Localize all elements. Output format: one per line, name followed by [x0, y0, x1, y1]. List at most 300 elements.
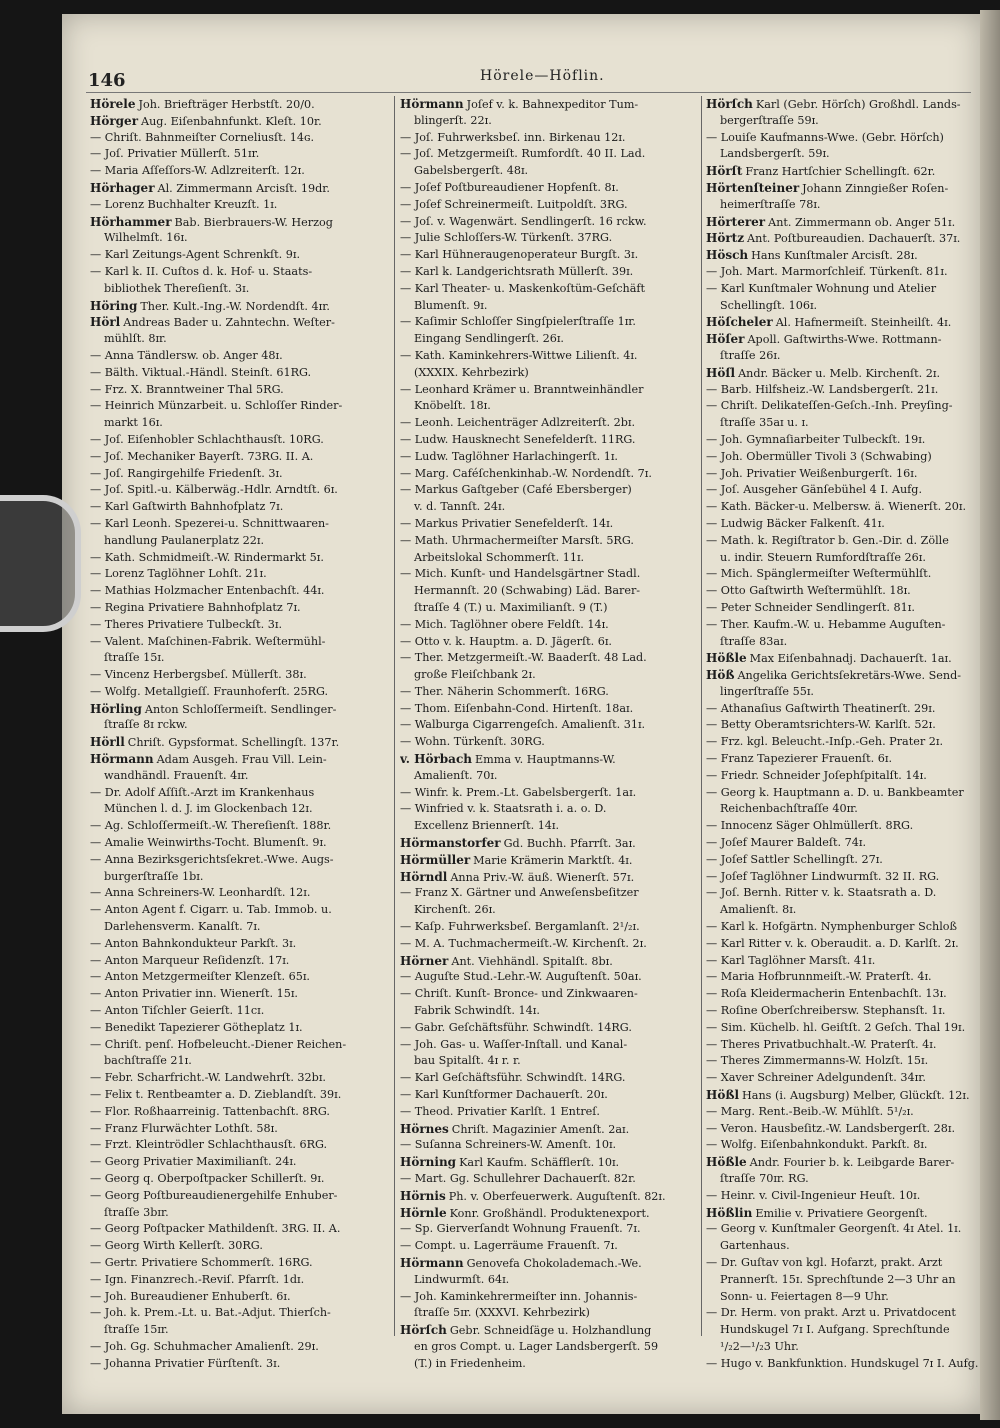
directory-entry-line — [90, 1053, 388, 1070]
directory-entry-line — [706, 197, 980, 214]
directory-entry-line — [90, 1255, 388, 1272]
directory-entry-line — [706, 953, 980, 970]
entry-text: — Anna Schreiners-W. Leonhardſt. 12ɪ. — [90, 886, 311, 900]
entry-text: — Joſ. Privatier Müllerſt. 51ɪr. — [90, 147, 260, 161]
entry-continuation: blingerſt. 22ɪ. — [414, 113, 492, 127]
directory-entry-line — [90, 365, 388, 382]
surname: Höring — [90, 298, 138, 313]
directory-entry-line — [400, 717, 698, 734]
entry-text: Chriſt. Magazinier Amenſt. 2aɪ. — [451, 1122, 630, 1136]
directory-entry-line — [90, 1104, 388, 1121]
entry-text: — Karl Taglöhner Marsſt. 41ɪ. — [706, 953, 876, 967]
entry-text: — Theres Privatbuchhalt.-W. Praterſt. 4ɪ. — [706, 1037, 937, 1051]
surname: Hörhager — [90, 180, 155, 195]
directory-entry-line — [400, 482, 698, 499]
directory-entry-line — [90, 1188, 388, 1205]
column-divider — [394, 96, 395, 1336]
directory-entry-line — [706, 751, 980, 768]
directory-entry-line — [706, 1289, 980, 1306]
directory-entry-line — [90, 432, 388, 449]
directory-entry-line — [400, 1087, 698, 1104]
directory-entry-line — [90, 818, 388, 835]
directory-entry-line — [400, 818, 698, 835]
directory-entry-line — [90, 163, 388, 180]
directory-entry-line — [400, 1188, 698, 1205]
surname: Höſcheler — [706, 315, 773, 330]
directory-entry-line — [400, 449, 698, 466]
directory-entry-line — [400, 230, 698, 247]
directory-entry-line — [90, 382, 388, 399]
directory-entry-line — [90, 230, 388, 247]
entry-continuation: große Fleiſchbank 2ɪ. — [414, 668, 536, 682]
directory-entry-line — [400, 667, 698, 684]
binder-clip — [0, 495, 81, 632]
directory-entry-line — [706, 734, 980, 751]
directory-entry-line — [400, 566, 698, 583]
entry-continuation: bergerſtraſſe 59ɪ. — [720, 113, 819, 127]
directory-entry-line — [706, 1356, 980, 1373]
directory-entry-line — [400, 986, 698, 1003]
directory-entry-line — [706, 264, 980, 281]
entry-text: Bab. Bierbrauers-W. Herzog — [174, 215, 333, 229]
directory-entry-line — [400, 1137, 698, 1154]
directory-entry-line — [400, 885, 698, 902]
directory-entry-line — [706, 1221, 980, 1238]
directory-entry-line — [90, 600, 388, 617]
entry-text: — Joſ. Metzgermeiſt. Rumfordſt. 40 II. Lad. — [400, 147, 646, 161]
entry-text: — Maria Aſſeſſors-W. Adlzreiterſt. 12ɪ. — [90, 164, 305, 178]
entry-text: — Joſ. Mechaniker Bayerſt. 73RG. II. A. — [90, 449, 314, 463]
surname: Hörger — [90, 113, 139, 128]
entry-text: — Winfr. k. Prem.-Lt. Gabelsbergerſt. 1aɪ. — [400, 785, 637, 799]
entry-text: Anton Schloſſermeiſt. Sendlinger- — [144, 702, 337, 716]
entry-continuation: Darlehensverm. Kanalſt. 7ɪ. — [104, 920, 261, 934]
entry-text: Andreas Bader u. Zahntechn. Weſter- — [123, 316, 335, 330]
directory-entry-line — [706, 1003, 980, 1020]
directory-entry-line — [706, 163, 980, 180]
entry-continuation: Fabrik Schwindſt. 14ɪ. — [414, 1004, 540, 1018]
directory-entry-line — [400, 1205, 698, 1222]
surname: Hörl — [90, 315, 121, 330]
directory-entry-line — [90, 1289, 388, 1306]
directory-entry-line — [90, 734, 388, 751]
surname: Hörmanstorfer — [400, 836, 501, 851]
directory-entry-line — [706, 298, 980, 315]
directory-entry-line — [706, 113, 980, 130]
entry-text: — Innocenz Säger Ohlmüllerſt. 8RG. — [706, 819, 914, 833]
entry-continuation: Eingang Sendlingerſt. 26ɪ. — [414, 332, 564, 346]
entry-text: — Joſef Taglöhner Lindwurmſt. 32 II. RG. — [706, 869, 940, 883]
directory-entry-line — [706, 1087, 980, 1104]
directory-entry-line — [90, 717, 388, 734]
entry-text: — Wolfg. Eiſenbahnkondukt. Parkſt. 8ɪ. — [706, 1138, 928, 1152]
entry-text: — Joſef Sattler Schellingſt. 27ɪ. — [706, 852, 883, 866]
entry-continuation: ſtraſſe 3bɪr. — [104, 1205, 169, 1219]
directory-entry-line — [706, 852, 980, 869]
entry-text: — Dr. Herm. von prakt. Arzt u. Privatdocent — [706, 1306, 956, 1320]
directory-entry-line — [706, 768, 980, 785]
entry-text: — Anton Privatier inn. Wienerſt. 15ɪ. — [90, 987, 298, 1001]
entry-continuation: burgerſtraſſe 1bɪ. — [104, 869, 204, 883]
adjacent-page-edge — [980, 10, 1000, 1420]
surname: Hörmann — [400, 97, 464, 111]
entry-text: Al. Hafnermeiſt. Steinheilſt. 4ɪ. — [775, 316, 952, 330]
entry-text: — Maria Hofbrunnmeiſt.-W. Praterſt. 4ɪ. — [706, 970, 932, 984]
entry-text: — Mich. Taglöhner obere Feldſt. 14ɪ. — [400, 617, 609, 631]
entry-continuation: markt 16ɪ. — [104, 416, 163, 430]
entry-continuation: Hundskugel 7ɪ I. Aufgang. Sprechſtunde — [720, 1323, 950, 1337]
entry-text: — Xaver Schreiner Adelgundenſt. 34ɪr. — [706, 1071, 926, 1085]
entry-continuation: Landsbergerſt. 59ɪ. — [720, 147, 830, 161]
directory-entry-line — [90, 835, 388, 852]
directory-entry-line — [706, 919, 980, 936]
entry-text: — Georg Privatier Maximilianſt. 24ɪ. — [90, 1155, 297, 1169]
entry-text: — Joſef Schreinermeiſt. Luitpoldſt. 3RG. — [400, 197, 628, 211]
entry-text: — Athanaſius Gaſtwirth Theatinerſt. 29ɪ. — [706, 701, 936, 715]
directory-entry-line — [90, 264, 388, 281]
directory-entry-line — [90, 936, 388, 953]
directory-entry-line — [400, 801, 698, 818]
entry-text: — Suſanna Schreiners-W. Amenſt. 10ɪ. — [400, 1138, 617, 1152]
directory-entry-line — [90, 1339, 388, 1356]
entry-text: — Lorenz Buchhalter Kreuzſt. 1ɪ. — [90, 197, 278, 211]
directory-entry-line — [706, 969, 980, 986]
directory-entry-line — [90, 1037, 388, 1054]
directory-entry-line — [706, 550, 980, 567]
entry-text: — Walburga Cigarrengeſch. Amalienſt. 31ɪ. — [400, 718, 646, 732]
entry-continuation: en gros Compt. u. Lager Landsbergerſt. 59 — [414, 1339, 659, 1353]
entry-text: — Winfried v. k. Staatsrath i. a. o. D. — [400, 802, 607, 816]
entry-text: — Joh. k. Prem.-Lt. u. Bat.-Adjut. Thierſch- — [90, 1306, 331, 1320]
entry-continuation: Arbeitslokal Schommerſt. 11ɪ. — [414, 550, 585, 564]
directory-entry-line — [706, 96, 980, 113]
entry-text: — Julie Schloſſers-W. Türkenſt. 37RG. — [400, 231, 613, 245]
entry-text: — Betty Oberamtsrichters-W. Karlſt. 52ɪ. — [706, 718, 936, 732]
directory-entry-line — [706, 801, 980, 818]
entry-text: — Math. Uhrmachermeiſter Marsſt. 5RG. — [400, 533, 634, 547]
directory-entry-line — [706, 1154, 980, 1171]
directory-entry-line — [90, 113, 388, 130]
directory-entry-line — [706, 247, 980, 264]
entry-text: — Math. k. Regiſtrator b. Gen.-Dir. d. Zölle — [706, 533, 949, 547]
entry-continuation: München l. d. J. im Glockenbach 12ɪ. — [104, 802, 313, 816]
directory-entry-line — [706, 348, 980, 365]
entry-text: — Karl Kunſtmaler Wohnung und Atelier — [706, 281, 937, 295]
directory-entry-line — [90, 449, 388, 466]
entry-text: — Joſ. Ausgeher Gänſebühel 4 I. Aufg. — [706, 483, 923, 497]
entry-text: Joſef v. k. Bahnexpeditor Tum- — [466, 98, 639, 111]
entry-text: — Dr. Guſtav von kgl. Hofarzt, prakt. Arzt — [706, 1255, 943, 1269]
entry-text: — Johanna Privatier Fürſtenſt. 3ɪ. — [90, 1356, 281, 1370]
directory-entry-line — [706, 1070, 980, 1087]
directory-entry-line — [706, 314, 980, 331]
directory-entry-line — [400, 1221, 698, 1238]
surname: Hörning — [400, 1155, 457, 1170]
directory-entry-line — [400, 1070, 698, 1087]
surname: Hößl — [706, 1088, 740, 1103]
directory-entry-line — [400, 247, 698, 264]
directory-entry-line — [706, 398, 980, 415]
directory-entry-line — [90, 314, 388, 331]
directory-entry-line — [706, 583, 980, 600]
entry-text: — Amalie Weinwirths-Tocht. Blumenſt. 9ɪ. — [90, 836, 327, 850]
entry-continuation: ſtraſſe 5ɪr. (XXXVI. Kehrbezirk) — [414, 1306, 590, 1320]
directory-entry-line — [90, 617, 388, 634]
directory-entry-line — [90, 1356, 388, 1373]
directory-entry-line — [90, 869, 388, 886]
directory-entry-line — [400, 953, 698, 970]
entry-text: — Theres Zimmermanns-W. Holzſt. 15ɪ. — [706, 1054, 929, 1068]
entry-text: — Georg q. Oberpoſtpacker Schillerſt. 9ɪ. — [90, 1172, 325, 1185]
entry-continuation: Excellenz Briennerſt. 14ɪ. — [414, 819, 560, 833]
directory-entry-line — [400, 432, 698, 449]
entry-text: — M. A. Tuchmachermeiſt.-W. Kirchenſt. 2ɪ. — [400, 936, 647, 950]
entry-text: — Georg Poſtbureaudienergehilfe Enhuber- — [90, 1188, 338, 1202]
entry-continuation: Lindwurmſt. 64ɪ. — [414, 1272, 510, 1286]
directory-entry-line — [706, 1188, 980, 1205]
entry-text: — Flor. Roßhaarreinig. Tattenbachſt. 8RG. — [90, 1104, 330, 1118]
entry-text: — Joſ. Bernh. Ritter v. k. Staatsrath a. D. — [706, 886, 937, 900]
entry-continuation: bachſtraſſe 21ɪ. — [104, 1054, 192, 1068]
directory-entry-line — [706, 566, 980, 583]
directory-entry-line — [706, 785, 980, 802]
surname: Hörſch — [706, 97, 753, 111]
surname: Hörmann — [90, 752, 154, 767]
directory-entry-line — [400, 1037, 698, 1054]
surname: Hörmüller — [400, 852, 471, 867]
directory-entry-line — [400, 1053, 698, 1070]
entry-continuation: Gabelsbergerſt. 48ɪ. — [414, 164, 529, 178]
entry-text: — Sim. Küchelb. hl. Geiſtſt. 2 Geſch. Thal 19ɪ. — [706, 1020, 966, 1034]
entry-text: Angelika Gerichtsſekretärs-Wwe. Send- — [737, 669, 962, 683]
directory-entry-line — [706, 684, 980, 701]
entry-text: Gebr. Schneidſäge u. Holzhandlung — [449, 1324, 652, 1338]
entry-text: — Chriſt. Delikateſſen-Geſch.-Inh. Preyſing- — [706, 399, 953, 413]
directory-entry-line — [90, 634, 388, 651]
entry-text: Emilie v. Privatiere Georgenſt. — [755, 1206, 928, 1220]
entry-text: — Joh. Gg. Schuhmacher Amalienſt. 29ɪ. — [90, 1339, 319, 1353]
entry-text: — Chriſt. penſ. Hofbeleucht.-Diener Reichen- — [90, 1037, 347, 1051]
surname: Hörhammer — [90, 214, 172, 229]
directory-entry-line — [706, 1255, 980, 1272]
entry-text: — Theres Privatiere Tulbeckſt. 3ɪ. — [90, 617, 283, 631]
entry-continuation: lingerſtraſſe 55ɪ. — [720, 684, 814, 698]
directory-entry-line — [90, 1305, 388, 1322]
entry-text: Karl (Gebr. Hörſch) Großhdl. Lands- — [755, 98, 961, 111]
directory-entry-line — [90, 583, 388, 600]
entry-text: — Ther. Kaufm.-W. u. Hebamme Auguſten- — [706, 617, 946, 631]
directory-entry-line — [706, 1053, 980, 1070]
entry-text: Ph. v. Oberfeuerwerk. Auguſtenſt. 82ɪ. — [448, 1189, 666, 1203]
directory-entry-line — [90, 768, 388, 785]
entry-continuation: (T.) in Friedenheim. — [414, 1356, 526, 1370]
directory-entry-line — [400, 130, 698, 147]
entry-continuation: ſtraſſe 15ɪ. — [104, 651, 165, 665]
directory-entry-line — [400, 1154, 698, 1171]
surname: Hößle — [706, 1155, 747, 1170]
directory-entry-line — [400, 869, 698, 886]
entry-text: Ant. Zimmermann ob. Anger 51ɪ. — [768, 215, 956, 229]
directory-entry-line — [706, 432, 980, 449]
entry-continuation: ſtraſſe 70ɪr. RG. — [720, 1172, 809, 1185]
entry-text: — Leonh. Leichenträger Adlzreiterſt. 2bɪ. — [400, 416, 636, 430]
directory-entry-line — [400, 1272, 698, 1289]
entry-text: — Georg Poſtpacker Mathildenſt. 3RG. II. A. — [90, 1222, 341, 1236]
directory-entry-line — [90, 986, 388, 1003]
directory-entry-line — [90, 1171, 388, 1188]
surname: Höſl — [706, 365, 736, 380]
entry-text: Franz Hartſchier Schellingſt. 62r. — [745, 165, 936, 179]
directory-entry-line — [400, 214, 698, 231]
directory-entry-line — [90, 1070, 388, 1087]
entry-text: — Gertr. Privatiere Schommerſt. 16RG. — [90, 1255, 313, 1269]
running-head: Hörele—Höflin. — [480, 68, 605, 84]
page-number: 146 — [88, 70, 126, 91]
entry-continuation: mühlſt. 8ɪr. — [104, 332, 167, 346]
column-2 — [400, 96, 698, 1373]
surname: Hößlin — [706, 1205, 753, 1220]
entry-continuation: ſtraſſe 15ɪr. — [104, 1323, 169, 1337]
directory-entry-line — [400, 919, 698, 936]
directory-entry-line — [90, 801, 388, 818]
directory-entry-line — [706, 667, 980, 684]
entry-text: — Joſ. Rangirgehilfe Friedenſt. 3ɪ. — [90, 466, 283, 480]
entry-text: — Barb. Hilfsheiz.-W. Landsbergerſt. 21ɪ. — [706, 382, 939, 396]
directory-entry-line — [706, 1305, 980, 1322]
directory-entry-line — [400, 365, 698, 382]
directory-entry-line — [90, 885, 388, 902]
directory-entry-line — [706, 180, 980, 197]
directory-entry-line — [400, 96, 698, 113]
entry-text: — Mart. Gg. Schullehrer Dachauerſt. 82r. — [400, 1172, 636, 1185]
directory-entry-line — [400, 180, 698, 197]
entry-text: — Karl Ritter v. k. Oberaudit. a. D. Karlſt. 2ɪ. — [706, 936, 959, 950]
directory-entry-line — [400, 1104, 698, 1121]
entry-text: — Karl Geſchäftsführ. Schwindſt. 14RG. — [400, 1071, 626, 1085]
directory-entry-line — [90, 96, 388, 113]
directory-entry-line — [706, 146, 980, 163]
surname: Hörtenſteiner — [706, 180, 800, 195]
directory-entry-line — [400, 1339, 698, 1356]
directory-entry-line — [400, 768, 698, 785]
entry-text: — Bälth. Viktual.-Händl. Steinſt. 61RG. — [90, 365, 312, 379]
directory-entry-line — [706, 600, 980, 617]
entry-text: — Karl k. II. Cuſtos d. k. Hof- u. Staats- — [90, 264, 313, 278]
directory-entry-line — [90, 751, 388, 768]
directory-entry-line — [90, 852, 388, 869]
surname: Hörterer — [706, 214, 766, 229]
directory-entry-line — [90, 1087, 388, 1104]
directory-entry-line — [400, 499, 698, 516]
entry-text: — Ludwig Bäcker Falkenſt. 41ɪ. — [706, 516, 885, 530]
entry-text: — Karl Theater- u. Maskenkoſtüm-Geſchäft — [400, 281, 646, 295]
entry-continuation: Amalienſt. 70ɪ. — [414, 768, 498, 782]
entry-text: — Valent. Maſchinen-Fabrik. Weſtermühl- — [90, 634, 326, 648]
directory-entry-line — [90, 466, 388, 483]
entry-continuation: bau Spitalſt. 4ɪ r. r. — [414, 1054, 521, 1068]
entry-text: — Joh. Bureaudiener Enhuberſt. 6ɪ. — [90, 1289, 291, 1303]
entry-text: — Karl Gaſtwirth Bahnhofplatz 7ɪ. — [90, 500, 284, 514]
column-3 — [706, 96, 980, 1373]
entry-text: Konr. Großhändl. Produktenexport. — [449, 1206, 650, 1220]
surname: Hörſch — [400, 1323, 447, 1338]
surname: Hörll — [90, 735, 125, 750]
entry-continuation: Knöbelſt. 18ɪ. — [414, 399, 491, 413]
entry-text: Aug. Eiſenbahnfunkt. Kleſt. 10r. — [141, 114, 322, 128]
directory-entry-line — [90, 516, 388, 533]
directory-entry-line — [706, 466, 980, 483]
entry-text: — Ludw. Taglöhner Harlachingerſt. 1ɪ. — [400, 449, 618, 463]
entry-text: — Mich. Kunſt- und Handelsgärtner Stadl. — [400, 567, 641, 581]
directory-entry-line — [706, 365, 980, 382]
entry-text: — Georg v. Kunſtmaler Georgenſt. 4ɪ Atel. 1ɪ. — [706, 1222, 962, 1236]
entry-text: — Kath. Kaminkehrers-Wittwe Lilienſt. 4ɪ. — [400, 348, 638, 362]
entry-text: — Roſa Kleidermacherin Entenbachſt. 13ɪ. — [706, 987, 947, 1001]
entry-text: Johann Zinngießer Roſen- — [802, 181, 949, 195]
entry-text: — Marg. Caféſchenkinhab.-W. Nordendſt. 7ɪ. — [400, 466, 652, 480]
entry-continuation: Blumenſt. 9ɪ. — [414, 298, 488, 312]
directory-entry-line — [90, 701, 388, 718]
entry-text: — Chriſt. Bahnmeiſter Corneliusſt. 14ɢ. — [90, 130, 315, 144]
directory-entry-line — [400, 684, 698, 701]
surname: Hösch — [706, 248, 749, 263]
directory-entry-line — [706, 230, 980, 247]
directory-entry-line — [706, 902, 980, 919]
entry-text: — Markus Gaſtgeber (Café Ebersberger) — [400, 483, 632, 497]
entry-text: — Thom. Eiſenbahn-Cond. Hirtenſt. 18aɪ. — [400, 701, 634, 715]
entry-text: Andr. Fourier b. k. Leibgarde Barer- — [749, 1156, 955, 1170]
directory-entry-line — [400, 1322, 698, 1339]
entry-text: — Anna Tändlersw. ob. Anger 48ɪ. — [90, 348, 283, 362]
surname: Hörele — [90, 97, 136, 111]
directory-entry-line — [90, 902, 388, 919]
directory-entry-line — [706, 1322, 980, 1339]
directory-entry-line — [400, 348, 698, 365]
directory-entry-line — [400, 650, 698, 667]
entry-text: — Theod. Privatier Karlſt. 1 Entreſ. — [400, 1104, 600, 1118]
entry-text: — Veron. Hausbeſitz.-W. Landsbergerſt. 28ɪ. — [706, 1121, 956, 1135]
entry-text: Adam Ausgeh. Frau Vill. Lein- — [156, 753, 327, 767]
directory-entry-line — [400, 264, 698, 281]
entry-text: — Wolfg. Metallgieſſ. Fraunhoferſt. 25RG. — [90, 684, 329, 698]
directory-entry-line — [90, 1154, 388, 1171]
surname: v. Hörbach — [400, 752, 472, 767]
entry-text: — Gabr. Geſchäftsführ. Schwindſt. 14RG. — [400, 1020, 632, 1034]
directory-entry-line — [706, 449, 980, 466]
entry-continuation: Reichenbachſtraſſe 40ɪr. — [720, 802, 858, 816]
entry-text: Emma v. Hauptmanns-W. — [474, 753, 616, 767]
entry-text: — Frz. X. Branntweiner Thal 5RG. — [90, 382, 284, 396]
directory-entry-line — [706, 331, 980, 348]
entry-text: — Georg k. Hauptmann a. D. u. Bankbeamter — [706, 785, 964, 799]
directory-entry-line — [400, 969, 698, 986]
directory-entry-line — [90, 533, 388, 550]
surname: Hörnes — [400, 1121, 449, 1136]
surname: Höß — [706, 668, 735, 683]
directory-entry-line — [400, 331, 698, 348]
directory-entry-line — [400, 1238, 698, 1255]
entry-text: — Felix t. Rentbeamter a. D. Zieblandſt. 39ɪ. — [90, 1088, 342, 1102]
entry-continuation: handlung Paulanerplatz 22ɪ. — [104, 533, 264, 547]
column-divider — [701, 96, 702, 1336]
entry-text: — Febr. Scharfricht.-W. Landwehrſt. 32bɪ. — [90, 1071, 326, 1085]
directory-entry-line — [90, 1205, 388, 1222]
entry-text: — Auguſte Stud.-Lehr.-W. Auguſtenſt. 50aɪ. — [400, 970, 642, 984]
entry-text: — Sp. Gierverſandt Wohnung Frauenſt. 7ɪ. — [400, 1222, 641, 1236]
directory-entry-line — [706, 936, 980, 953]
directory-entry-line — [706, 986, 980, 1003]
directory-entry-line — [90, 1020, 388, 1037]
